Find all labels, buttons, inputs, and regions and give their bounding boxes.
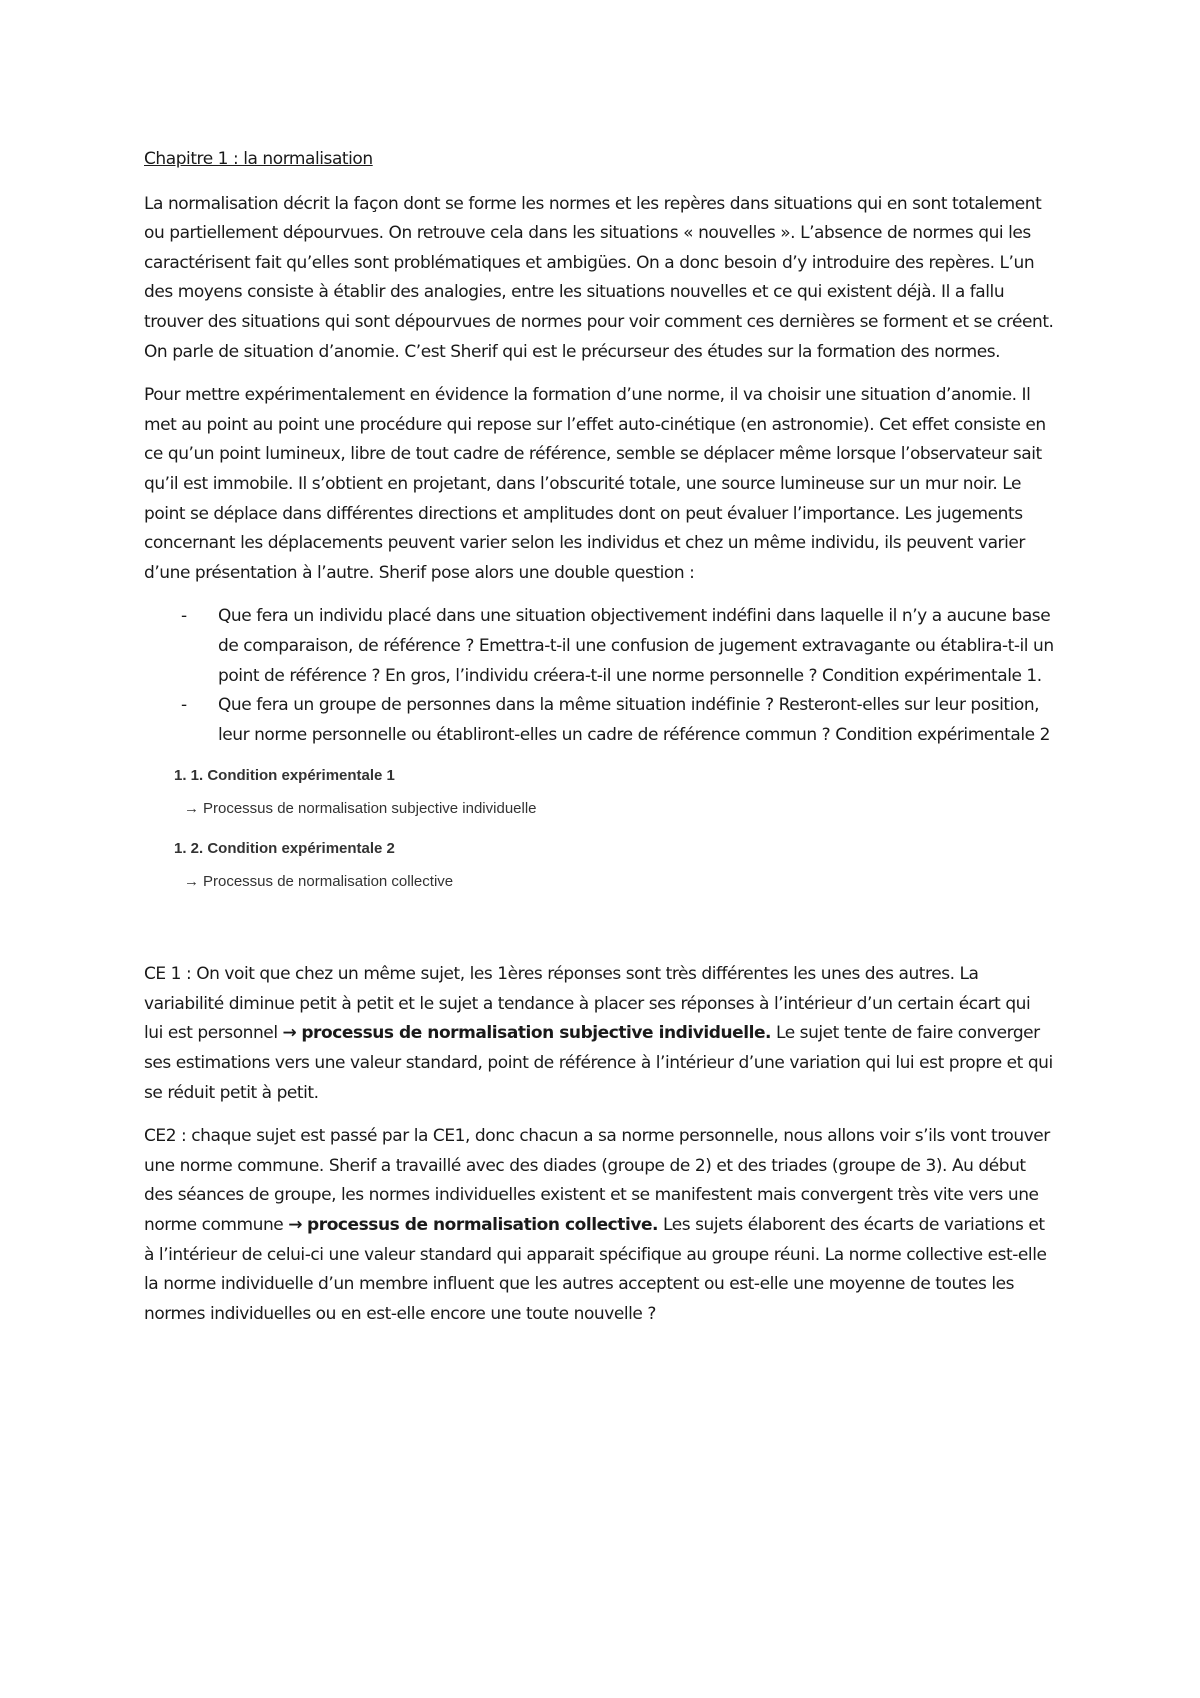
conditions-figure [174,764,1054,910]
list-item [144,691,1054,750]
list-item [144,602,1054,691]
process-2-label: Processus de normalisation collective [203,873,454,891]
ce2-text-after: Les sujets élaborent des écarts de variations et à l’intérieur de celui-ci une valeur standard qui apparait spécifique au groupe réuni. La norme collective est-elle la norme individuelle d’un membre influent que les autres acceptent ou est-elle une moyenne de toutes les normes individuelles ou en est-elle encore une toute nouvelle ? [144,1215,1047,1324]
ce2-bold-process: processus de normalisation collective. [307,1215,659,1236]
arrow-right-icon: → [184,800,199,818]
condition-1-heading: 1. 1. Condition expérimentale 1 [174,767,395,785]
question-list [144,602,1054,750]
document-page [144,145,1054,1343]
condition-2-heading: 1. 2. Condition expérimentale 2 [174,840,395,858]
bullet-dash: - [181,606,187,627]
condition-1-process [174,789,1054,837]
ce1-paragraph [144,960,1054,1108]
arrow-right-icon: → [288,1215,303,1236]
method-paragraph: Pour mettre expérimentalement en évidence la formation d’une norme, il va choisir une situation d’anomie. Il met au point au point une procédure qui repose sur l’effet auto-cinétique (en astronomie). Cet effet consiste en ce qu’un point lumineux, libre de tout cadre de référence, semble se déplacer même lorsque l’observateur sait qu’il est immobile. Il s’obtient en projetant, dans l’obscurité totale, une source lumineuse sur un mur noir. Le point se déplace dans différentes directions et amplitudes dont on peut évaluer l’importance. Les jugements concernant les déplacements peuvent varier selon les individus et chez un même individu, ils peuvent varier d’une présentation à l’autre. Sherif pose alors une double question : [144,385,1046,583]
question-text: Que fera un individu placé dans une situation objectivement indéfini dans laquelle il n’y a aucune base de comparaison, de référence ? Emettra-t-il une confusion de jugement extravagante ou établira-t-il un point de référence ? En gros, l’individu créera-t-il une norme personnelle ? Condition expérimentale 1. [218,606,1054,686]
ce1-bold-process: processus de normalisation subjective individuelle. [301,1023,772,1044]
arrow-right-icon: → [282,1023,297,1044]
question-text: Que fera un groupe de personnes dans la même situation indéfinie ? Resteront-elles sur leur position, leur norme personnelle ou établiront-elles un cadre de référence commun ? Condition expérimentale 2 [218,695,1050,745]
spacer [144,910,1054,960]
ce1-text-before: CE 1 : On voit que chez un même sujet, les 1ères réponses sont très différentes les unes des autres. La variabilité diminue petit à petit et le sujet a tendance à placer ses réponses à l’intérieur d’un certain écart qui lui est personnel [144,964,1031,1044]
bullet-dash: - [181,695,187,716]
ce2-paragraph [144,1122,1054,1329]
intro-paragraph: La normalisation décrit la façon dont se forme les normes et les repères dans situations qui en sont totalement ou partiellement dépourvues. On retrouve cela dans les situations « nouvelles ». L’absence de normes qui les caractérisent fait qu’elles sont problématiques et ambigües. On a donc besoin d’y introduire des repères. L’un des moyens consiste à établir des analogies, entre les situations nouvelles et ce qui existent déjà. Il a fallu trouver des situations qui sont dépourvues de normes pour voir comment ces dernières se forment et se créent. On parle de situation d’anomie. C’est Sherif qui est le précurseur des études sur la formation des normes. [144,193,1054,362]
arrow-right-icon: → [184,873,199,891]
ce1-text-after: Le sujet tente de faire converger ses estimations vers une valeur standard, point de référence à l’intérieur d’une variation qui lui est propre et qui se réduit petit à petit. [144,1023,1053,1103]
condition-2-process [174,862,1054,910]
ce2-text-before: CE2 : chaque sujet est passé par la CE1, donc chacun a sa norme personnelle, nous allons voir s’ils vont trouver une norme commune. Sherif a travaillé avec des diades (groupe de 2) et des triades (groupe de 3). Au début des séances de groupe, les normes individuelles existent et se manifestent mais convergent très vite vers une norme commune [144,1126,1050,1236]
process-1-label: Processus de normalisation subjective individuelle [203,800,537,818]
chapter-title: Chapitre 1 : la normalisation [144,149,373,169]
